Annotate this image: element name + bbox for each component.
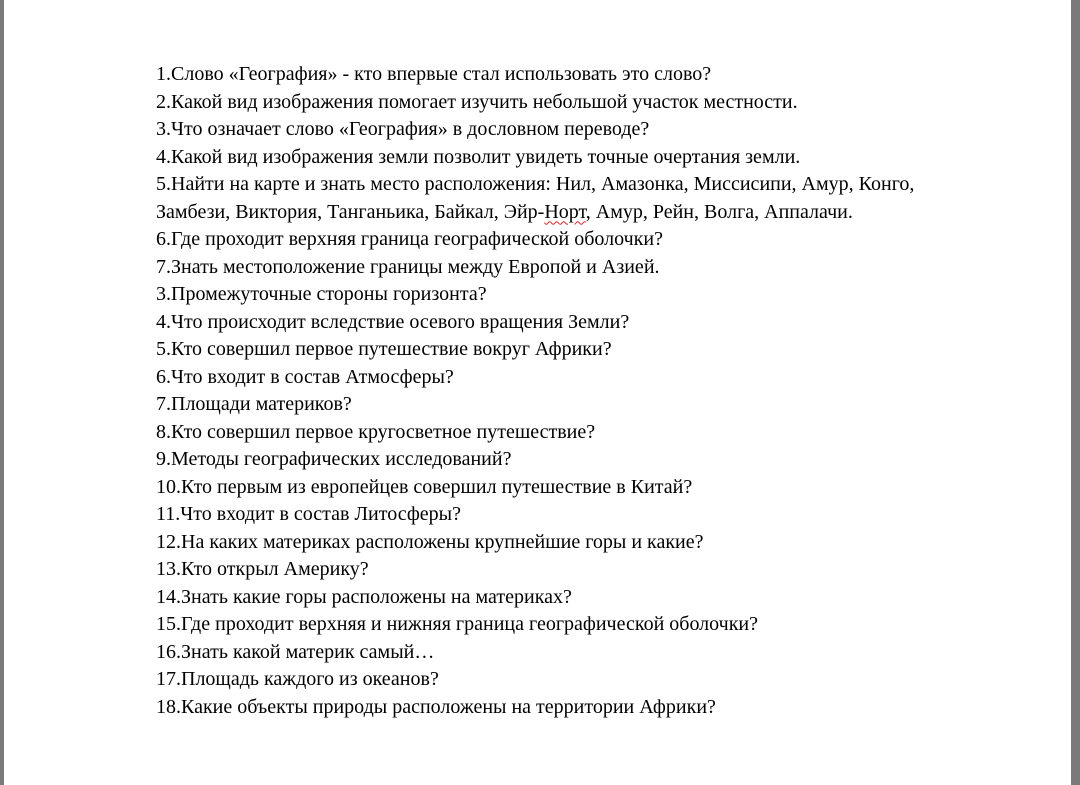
question-line: 6.Где проходит верхняя граница географической оболочки? — [156, 228, 663, 250]
window-edge-right — [1071, 0, 1080, 785]
question-line: 5.Найти на карте и знать место расположения: Нил, Амазонка, Миссисипи, Амур, Конго, — [156, 173, 915, 195]
question-line: 7.Площади материков? — [156, 393, 352, 415]
question-line: 1.Слово «География» - кто впервые стал использовать это слово? — [156, 63, 712, 85]
question-line: 17.Площадь каждого из океанов? — [156, 668, 439, 690]
question-line: 3.Что означает слово «География» в дословном переводе? — [156, 118, 650, 140]
question-line: 4.Какой вид изображения земли позволит увидеть точные очертания земли. — [156, 145, 801, 168]
question-line: 5.Кто совершил первое путешествие вокруг Африки? — [156, 338, 612, 360]
question-line-continuation — [156, 199, 1016, 227]
question-line: 4.Что происходит вследствие осевого вращения Земли? — [156, 310, 630, 333]
question-line: 14.Знать какие горы расположены на материках? — [156, 585, 572, 608]
question-line: 11.Что входит в состав Литосферы? — [156, 503, 461, 525]
question-line: 7.Знать местоположение границы между Европой и Азией. — [156, 255, 660, 278]
question-line: 2.Какой вид изображения помогает изучить небольшой участок местности. — [156, 90, 798, 113]
question-line: 13.Кто открыл Америку? — [156, 558, 369, 580]
spellcheck-flagged-word[interactable]: Норт — [544, 200, 586, 223]
question-line: 8.Кто совершил первое кругосветное путешествие? — [156, 420, 596, 443]
question-line: 18.Какие объекты природы расположены на территории Африки? — [156, 695, 716, 718]
question-line: 12.На каких материках расположены крупнейшие горы и какие? — [156, 530, 704, 553]
question-line: 9.Методы географических исследований? — [156, 448, 512, 470]
document-page[interactable] — [4, 0, 1071, 785]
question-line: 10.Кто первым из европейцев совершил путешествие в Китай? — [156, 475, 693, 498]
question-line: 16.Знать какой материк самый… — [156, 640, 435, 663]
continuation-text-after: , Амур, Рейн, Волга, Аппалачи. — [585, 200, 853, 223]
question-line: 15.Где проходит верхняя и нижняя граница географической оболочки? — [156, 613, 759, 635]
question-line: 6.Что входит в состав Атмосферы? — [156, 365, 454, 388]
question-line: 3.Промежуточные стороны горизонта? — [156, 283, 487, 305]
continuation-text-before: Замбези, Виктория, Танганьика, Байкал, Эйр- — [156, 200, 545, 223]
question-list[interactable] — [156, 61, 1016, 721]
